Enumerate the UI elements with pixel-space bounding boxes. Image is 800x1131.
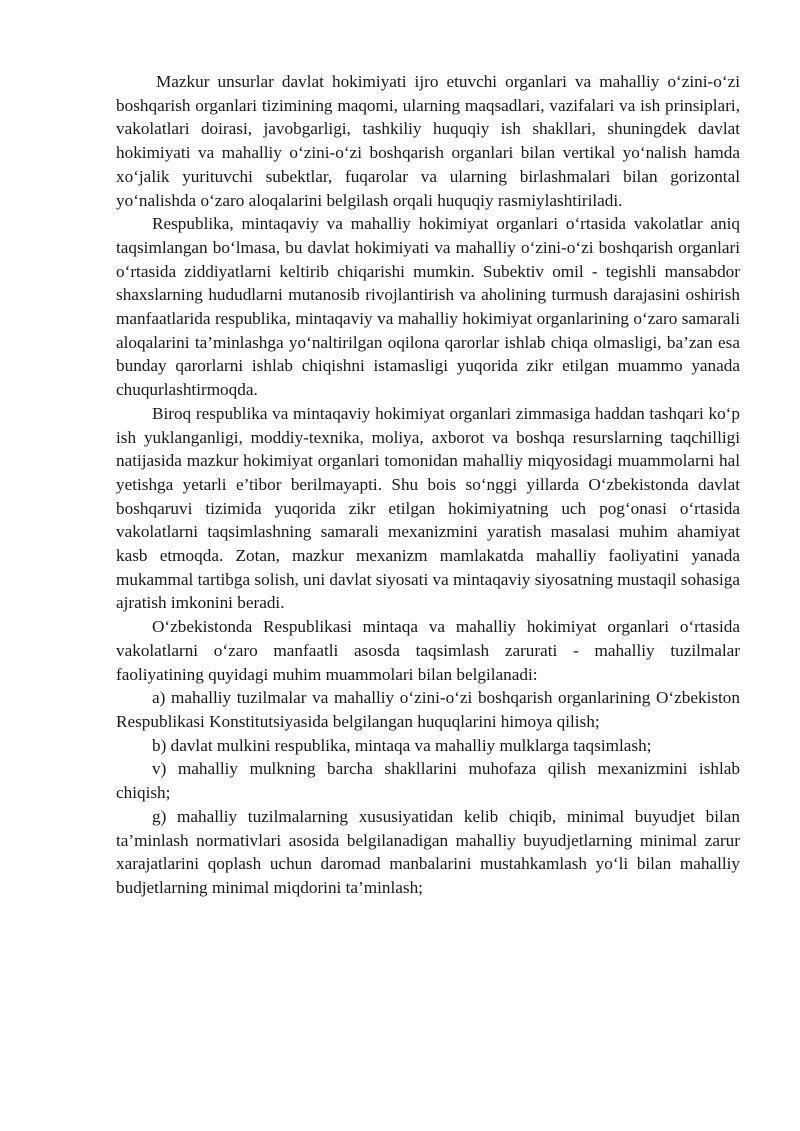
list-item-g: g) mahalliy tuzilmalarning xususiyatidan kelib chiqib, minimal buyudjet bilan ta’minlash normativlari asosida belgilanadigan mahalliy buyudjetlarning minimal zarur xarajatlarini qoplash uchun daromad manbalarini mustahkamlash yo‘li bilan mahalliy budjetlarning minimal miqdorini ta’minlash; (116, 806, 740, 897)
document-body (116, 70, 740, 900)
paragraph-4: O‘zbekistonda Respublikasi mintaqa va mahalliy hokimiyat organlari o‘rtasida vakolatlarni o‘zaro manfaatli asosda taqsimlash zarurati - mahalliy tuzilmalar faoliyatining quyidagi muhim muammolari bilan belgilanadi: (116, 617, 740, 684)
list-item-v: v) mahalliy mulkning barcha shakllarini muhofaza qilish mexanizmini ishlab chiqish; (116, 759, 740, 803)
paragraph-1: Mazkur unsurlar davlat hokimiyati ijro etuvchi organlari va mahalliy o‘zini-o‘zi boshqarish organlari tizimining maqomi, ularning maqsadlari, vazifalari va ish prinsiplari, vakolatlari doirasi, javobgarligi, tashkiliy huquqiy ish shakllari, shuningdek davlat hokimiyati va mahalliy o‘zini-o‘zi boshqarish organlari bilan vertikal yo‘nalish hamda xo‘jalik yurituvchi subektlar, fuqarolar va ularning birlashmalari bilan gorizontal yo‘nalishda o‘zaro aloqalarini belgilash orqali huquqiy rasmiylashtiriladi. (116, 72, 740, 210)
paragraph-2: Respublika, mintaqaviy va mahalliy hokimiyat organlari o‘rtasida vakolatlar aniq taqsimlangan bo‘lmasa, bu davlat hokimiyati va mahalliy o‘zini-o‘zi boshqarish organlari o‘rtasida ziddiyatlarni keltirib chiqarishi mumkin. Subektiv omil - tegishli mansabdor shaxslarning hududlarni mutanosib rivojlantirish va aholining turmush darajasini oshirish manfaatlarida respublika, mintaqaviy va mahalliy hokimiyat organlarining o‘zaro samarali aloqalarini ta’minlashga yo‘naltirilgan oqilona qarorlar ishlab chiqa olmasligi, ba’zan esa bunday qarorlarni ishlab chiqishni istamasligi yuqorida zikr etilgan muammo yanada chuqurlashtirmoqda. (116, 214, 740, 400)
list-item-a: a) mahalliy tuzilmalar va mahalliy o‘zini-o‘zi boshqarish organlarining O‘zbekiston Respublikasi Konstitutsiyasida belgilangan huquqlarini himoya qilish; (116, 688, 740, 731)
list-item-b: b) davlat mulkini respublika, mintaqa va mahalliy mulklarga taqsimlash; (152, 735, 652, 755)
paragraph-3: Biroq respublika va mintaqaviy hokimiyat organlari zimmasiga haddan tashqari ko‘p ish yuklanganligi, moddiy-texnika, moliya, axborot va boshqa resurslarning taqchilligi natijasida mazkur hokimiyat organlari tomonidan mahalliy miqyosidagi muammolarni hal yetishga yetarli e’tibor berilmayapti. Shu bois so‘nggi yillarda O‘zbekistonda davlat boshqaruvi tizimida yuqorida zikr etilgan hokimiyatning uch pog‘onasi o‘rtasida vakolatlarni taqsimlashning samarali mexanizmini yaratish masalasi muhim ahamiyat kasb etmoqda. Zotan, mazkur mexanizm mamlakatda mahalliy faoliyatini yanada mukammal tartibga solish, uni davlat siyosati va mintaqaviy siyosatning mustaqil sohasiga ajratish imkonini beradi. (116, 403, 740, 613)
